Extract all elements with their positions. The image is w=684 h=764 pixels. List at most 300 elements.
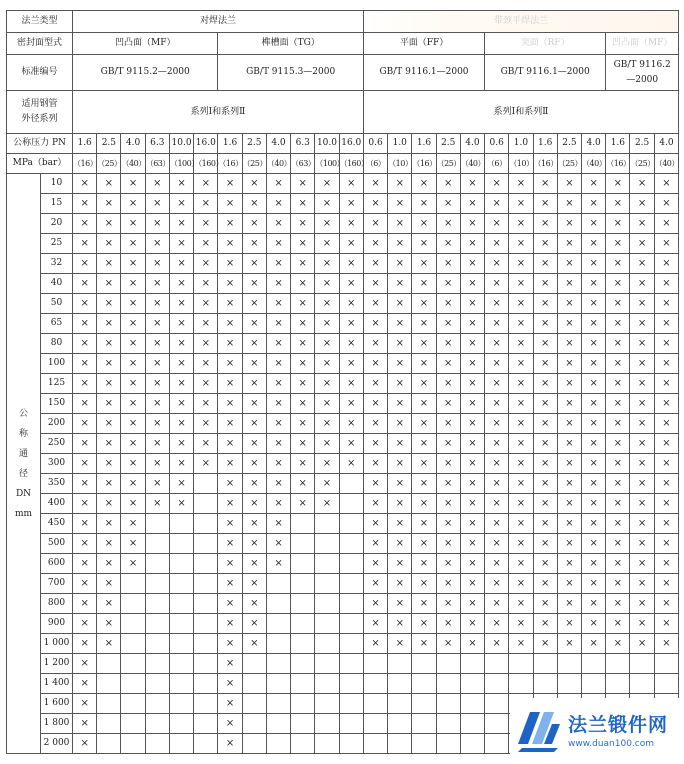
empty-cell xyxy=(145,694,169,714)
availability-mark: × xyxy=(412,434,436,454)
availability-mark: × xyxy=(145,374,169,394)
series-value-butt: 系列Ⅰ和系列Ⅱ xyxy=(73,91,364,134)
availability-mark: × xyxy=(218,214,242,234)
availability-mark: × xyxy=(145,474,169,494)
availability-mark: × xyxy=(73,434,97,454)
availability-mark: × xyxy=(606,494,630,514)
dn-axis-label-char: 通 xyxy=(18,448,28,459)
empty-cell xyxy=(388,654,412,674)
availability-mark: × xyxy=(242,194,266,214)
availability-mark: × xyxy=(606,614,630,634)
availability-mark: × xyxy=(582,274,606,294)
availability-mark: × xyxy=(242,394,266,414)
availability-mark: × xyxy=(315,274,339,294)
empty-cell xyxy=(339,554,363,574)
availability-mark: × xyxy=(606,554,630,574)
availability-mark: × xyxy=(339,234,363,254)
availability-mark: × xyxy=(266,294,290,314)
availability-mark: × xyxy=(606,194,630,214)
table-row xyxy=(7,534,679,554)
availability-mark: × xyxy=(169,194,193,214)
availability-mark: × xyxy=(97,214,121,234)
availability-mark: × xyxy=(582,634,606,654)
availability-mark: × xyxy=(315,374,339,394)
empty-cell xyxy=(291,574,315,594)
availability-mark: × xyxy=(630,474,654,494)
availability-mark: × xyxy=(533,274,557,294)
availability-mark: × xyxy=(121,474,145,494)
standard-slip-rf: GB/T 9116.1—2000 xyxy=(485,55,606,91)
empty-cell xyxy=(654,654,678,674)
availability-mark: × xyxy=(582,614,606,634)
availability-mark: × xyxy=(169,374,193,394)
empty-cell xyxy=(388,694,412,714)
availability-mark: × xyxy=(533,254,557,274)
availability-mark: × xyxy=(460,354,484,374)
availability-mark: × xyxy=(557,594,581,614)
availability-mark: × xyxy=(339,254,363,274)
availability-mark: × xyxy=(388,354,412,374)
availability-mark: × xyxy=(533,634,557,654)
availability-mark: × xyxy=(145,494,169,514)
standard-slip-mf xyxy=(606,55,679,91)
availability-mark: × xyxy=(412,594,436,614)
availability-mark: × xyxy=(412,194,436,214)
empty-cell xyxy=(291,734,315,754)
availability-mark: × xyxy=(509,554,533,574)
pressure-bar-cell: （6） xyxy=(485,154,509,174)
availability-mark: × xyxy=(388,374,412,394)
availability-mark: × xyxy=(460,374,484,394)
availability-mark: × xyxy=(339,434,363,454)
logo-emblem-icon xyxy=(514,704,564,754)
pressure-bar-cell: （10） xyxy=(388,154,412,174)
pressure-mpa-cell: 4.0 xyxy=(654,134,678,154)
availability-mark: × xyxy=(582,214,606,234)
availability-mark: × xyxy=(363,474,387,494)
availability-mark: × xyxy=(388,594,412,614)
availability-mark: × xyxy=(533,574,557,594)
availability-mark: × xyxy=(533,294,557,314)
availability-mark: × xyxy=(291,294,315,314)
availability-mark: × xyxy=(266,454,290,474)
availability-mark: × xyxy=(169,274,193,294)
empty-cell xyxy=(242,674,266,694)
availability-mark: × xyxy=(509,614,533,634)
pressure-bar-cell: （10） xyxy=(509,154,533,174)
slip-on-flange-header: 带颈平焊法兰 xyxy=(363,11,678,33)
availability-mark: × xyxy=(339,174,363,194)
empty-cell xyxy=(169,714,193,734)
dn-value: 25 xyxy=(41,234,73,254)
empty-cell xyxy=(557,674,581,694)
availability-mark: × xyxy=(533,594,557,614)
availability-mark: × xyxy=(242,374,266,394)
availability-mark: × xyxy=(339,454,363,474)
availability-mark: × xyxy=(509,574,533,594)
empty-cell xyxy=(266,574,290,594)
standard-label: 标准编号 xyxy=(7,55,73,91)
availability-mark: × xyxy=(630,414,654,434)
empty-cell xyxy=(291,674,315,694)
empty-cell xyxy=(291,654,315,674)
empty-cell xyxy=(460,714,484,734)
pressure-mpa-cell: 2.5 xyxy=(242,134,266,154)
pressure-mpa-cell: 2.5 xyxy=(630,134,654,154)
availability-mark: × xyxy=(388,214,412,234)
dn-value: 1 400 xyxy=(41,674,73,694)
availability-mark: × xyxy=(436,534,460,554)
site-logo xyxy=(510,698,682,760)
availability-mark: × xyxy=(291,234,315,254)
availability-mark: × xyxy=(242,494,266,514)
availability-mark: × xyxy=(169,254,193,274)
availability-mark: × xyxy=(242,614,266,634)
series-label-line1: 适用钢管 xyxy=(21,99,58,109)
availability-mark: × xyxy=(436,474,460,494)
empty-cell xyxy=(485,714,509,734)
availability-mark: × xyxy=(533,534,557,554)
availability-mark: × xyxy=(363,414,387,434)
availability-mark: × xyxy=(97,634,121,654)
availability-mark: × xyxy=(242,214,266,234)
availability-mark: × xyxy=(266,474,290,494)
pressure-mpa-cell: 2.5 xyxy=(97,134,121,154)
empty-cell xyxy=(169,654,193,674)
availability-mark: × xyxy=(388,314,412,334)
availability-mark: × xyxy=(436,614,460,634)
empty-cell xyxy=(436,734,460,754)
availability-mark: × xyxy=(606,214,630,234)
availability-mark: × xyxy=(73,594,97,614)
availability-mark: × xyxy=(363,234,387,254)
availability-mark: × xyxy=(582,394,606,414)
empty-cell xyxy=(145,534,169,554)
availability-mark: × xyxy=(412,394,436,414)
availability-mark: × xyxy=(291,434,315,454)
availability-mark: × xyxy=(485,394,509,414)
empty-cell xyxy=(194,694,218,714)
availability-mark: × xyxy=(218,294,242,314)
availability-mark: × xyxy=(363,614,387,634)
pressure-mpa-cell: 1.6 xyxy=(218,134,242,154)
availability-mark: × xyxy=(218,614,242,634)
availability-mark: × xyxy=(363,534,387,554)
availability-mark: × xyxy=(412,534,436,554)
availability-mark: × xyxy=(73,734,97,754)
availability-mark: × xyxy=(388,174,412,194)
availability-mark: × xyxy=(412,174,436,194)
empty-cell xyxy=(460,734,484,754)
empty-cell xyxy=(363,674,387,694)
empty-cell xyxy=(315,714,339,734)
face-rf-slip: 突面（RF） xyxy=(485,33,606,55)
empty-cell xyxy=(121,614,145,634)
availability-mark: × xyxy=(388,454,412,474)
empty-cell xyxy=(412,714,436,734)
availability-mark: × xyxy=(242,634,266,654)
availability-mark: × xyxy=(73,634,97,654)
availability-mark: × xyxy=(533,374,557,394)
availability-mark: × xyxy=(485,274,509,294)
empty-cell xyxy=(121,674,145,694)
availability-mark: × xyxy=(630,174,654,194)
availability-mark: × xyxy=(388,254,412,274)
availability-mark: × xyxy=(557,294,581,314)
dn-axis-label-char: mm xyxy=(14,508,33,519)
availability-mark: × xyxy=(630,534,654,554)
availability-mark: × xyxy=(654,374,678,394)
availability-mark: × xyxy=(485,494,509,514)
availability-mark: × xyxy=(73,314,97,334)
availability-mark: × xyxy=(363,174,387,194)
availability-mark: × xyxy=(315,454,339,474)
availability-mark: × xyxy=(485,294,509,314)
availability-mark: × xyxy=(436,434,460,454)
availability-mark: × xyxy=(509,334,533,354)
availability-mark: × xyxy=(533,314,557,334)
pressure-bar-cell: （6） xyxy=(363,154,387,174)
empty-cell xyxy=(97,714,121,734)
availability-mark: × xyxy=(509,194,533,214)
availability-mark: × xyxy=(557,274,581,294)
empty-cell xyxy=(145,734,169,754)
empty-cell xyxy=(145,714,169,734)
availability-mark: × xyxy=(218,374,242,394)
empty-cell xyxy=(291,514,315,534)
availability-mark: × xyxy=(339,394,363,414)
availability-mark: × xyxy=(291,334,315,354)
table-row xyxy=(7,474,679,494)
availability-mark: × xyxy=(436,174,460,194)
availability-mark: × xyxy=(218,174,242,194)
availability-mark: × xyxy=(242,574,266,594)
empty-cell xyxy=(315,734,339,754)
pressure-mpa-cell: 1.6 xyxy=(73,134,97,154)
availability-mark: × xyxy=(218,454,242,474)
empty-cell xyxy=(169,554,193,574)
availability-mark: × xyxy=(485,194,509,214)
availability-mark: × xyxy=(606,314,630,334)
availability-mark: × xyxy=(363,214,387,234)
empty-cell xyxy=(315,674,339,694)
availability-mark: × xyxy=(460,414,484,434)
availability-mark: × xyxy=(218,394,242,414)
availability-mark: × xyxy=(315,234,339,254)
availability-mark: × xyxy=(533,414,557,434)
availability-mark: × xyxy=(606,594,630,614)
availability-mark: × xyxy=(97,234,121,254)
availability-mark: × xyxy=(412,514,436,534)
availability-mark: × xyxy=(509,474,533,494)
availability-mark: × xyxy=(73,374,97,394)
pressure-mpa-cell: 4.0 xyxy=(266,134,290,154)
availability-mark: × xyxy=(606,334,630,354)
availability-mark: × xyxy=(436,494,460,514)
table-row xyxy=(7,594,679,614)
empty-cell xyxy=(533,674,557,694)
availability-mark: × xyxy=(145,334,169,354)
dn-value: 40 xyxy=(41,274,73,294)
dn-axis-label-char: 称 xyxy=(18,428,28,439)
pressure-mpa-cell: 2.5 xyxy=(557,134,581,154)
empty-cell xyxy=(363,654,387,674)
empty-cell xyxy=(460,694,484,714)
availability-mark: × xyxy=(73,294,97,314)
availability-mark: × xyxy=(315,294,339,314)
availability-mark: × xyxy=(485,314,509,334)
availability-mark: × xyxy=(557,534,581,554)
availability-mark: × xyxy=(339,314,363,334)
dn-value: 10 xyxy=(41,174,73,194)
availability-mark: × xyxy=(606,274,630,294)
availability-mark: × xyxy=(460,254,484,274)
availability-mark: × xyxy=(557,354,581,374)
availability-mark: × xyxy=(145,294,169,314)
empty-cell xyxy=(242,654,266,674)
pressure-mpa-cell: 4.0 xyxy=(121,134,145,154)
availability-mark: × xyxy=(509,294,533,314)
availability-mark: × xyxy=(460,334,484,354)
availability-mark: × xyxy=(363,494,387,514)
availability-mark: × xyxy=(266,254,290,274)
availability-mark: × xyxy=(218,554,242,574)
dn-value: 200 xyxy=(41,414,73,434)
availability-mark: × xyxy=(121,414,145,434)
availability-mark: × xyxy=(557,394,581,414)
availability-mark: × xyxy=(218,414,242,434)
empty-cell xyxy=(97,734,121,754)
availability-mark: × xyxy=(97,574,121,594)
empty-cell xyxy=(388,674,412,694)
empty-cell xyxy=(291,534,315,554)
availability-mark: × xyxy=(97,194,121,214)
availability-mark: × xyxy=(509,534,533,554)
empty-cell xyxy=(291,634,315,654)
availability-mark: × xyxy=(557,574,581,594)
pressure-mpa-cell: 10.0 xyxy=(315,134,339,154)
empty-cell xyxy=(145,654,169,674)
availability-mark: × xyxy=(436,214,460,234)
availability-mark: × xyxy=(654,314,678,334)
availability-mark: × xyxy=(485,334,509,354)
pressure-bar-cell: （40） xyxy=(582,154,606,174)
availability-mark: × xyxy=(388,394,412,414)
empty-cell xyxy=(315,654,339,674)
availability-mark: × xyxy=(582,434,606,454)
table-row xyxy=(7,194,679,214)
availability-mark: × xyxy=(121,274,145,294)
availability-mark: × xyxy=(266,334,290,354)
availability-mark: × xyxy=(73,514,97,534)
availability-mark: × xyxy=(606,514,630,534)
availability-mark: × xyxy=(218,194,242,214)
availability-mark: × xyxy=(630,354,654,374)
availability-mark: × xyxy=(194,374,218,394)
availability-mark: × xyxy=(218,714,242,734)
pressure-mpa-cell: 0.6 xyxy=(363,134,387,154)
availability-mark: × xyxy=(97,414,121,434)
availability-mark: × xyxy=(509,454,533,474)
availability-mark: × xyxy=(194,174,218,194)
availability-mark: × xyxy=(412,274,436,294)
availability-mark: × xyxy=(460,534,484,554)
availability-mark: × xyxy=(630,294,654,314)
face-ff-text: 平面（FF） xyxy=(399,38,449,49)
availability-mark: × xyxy=(388,274,412,294)
availability-mark: × xyxy=(485,614,509,634)
availability-mark: × xyxy=(485,594,509,614)
availability-mark: × xyxy=(266,314,290,334)
availability-mark: × xyxy=(218,574,242,594)
availability-mark: × xyxy=(557,194,581,214)
availability-mark: × xyxy=(654,434,678,454)
availability-mark: × xyxy=(412,634,436,654)
dn-value: 700 xyxy=(41,574,73,594)
availability-mark: × xyxy=(509,354,533,374)
availability-mark: × xyxy=(533,354,557,374)
dn-axis-label-char: DN xyxy=(15,488,32,499)
availability-mark: × xyxy=(485,414,509,434)
availability-mark: × xyxy=(557,334,581,354)
availability-mark: × xyxy=(242,454,266,474)
availability-mark: × xyxy=(533,174,557,194)
pressure-mpa-cell: 1.6 xyxy=(606,134,630,154)
empty-cell xyxy=(339,734,363,754)
availability-mark: × xyxy=(218,634,242,654)
dn-value: 800 xyxy=(41,594,73,614)
availability-mark: × xyxy=(266,434,290,454)
empty-cell xyxy=(242,714,266,734)
pressure-bar-cell: （16） xyxy=(73,154,97,174)
empty-cell xyxy=(388,714,412,734)
availability-mark: × xyxy=(97,534,121,554)
availability-mark: × xyxy=(436,574,460,594)
availability-mark: × xyxy=(242,434,266,454)
pressure-bar-cell: （25） xyxy=(630,154,654,174)
availability-mark: × xyxy=(339,354,363,374)
empty-cell xyxy=(339,474,363,494)
availability-mark: × xyxy=(533,394,557,414)
dn-value: 65 xyxy=(41,314,73,334)
availability-mark: × xyxy=(412,334,436,354)
dn-value: 2 000 xyxy=(41,734,73,754)
table-row xyxy=(7,554,679,574)
availability-mark: × xyxy=(73,334,97,354)
availability-mark: × xyxy=(630,454,654,474)
availability-mark: × xyxy=(242,254,266,274)
empty-cell xyxy=(291,554,315,574)
availability-mark: × xyxy=(630,314,654,334)
availability-mark: × xyxy=(533,514,557,534)
availability-mark: × xyxy=(388,474,412,494)
empty-cell xyxy=(194,634,218,654)
availability-mark: × xyxy=(388,434,412,454)
availability-mark: × xyxy=(460,454,484,474)
empty-cell xyxy=(412,734,436,754)
empty-cell xyxy=(606,654,630,674)
table-row xyxy=(7,434,679,454)
empty-cell xyxy=(121,694,145,714)
availability-mark: × xyxy=(97,394,121,414)
face-mf-butt: 凹凸面（MF） xyxy=(73,33,218,55)
empty-cell xyxy=(169,574,193,594)
pressure-bar-cell: （160） xyxy=(339,154,363,174)
availability-mark: × xyxy=(630,214,654,234)
series-label-stack xyxy=(7,97,72,127)
empty-cell xyxy=(412,674,436,694)
dn-value: 15 xyxy=(41,194,73,214)
